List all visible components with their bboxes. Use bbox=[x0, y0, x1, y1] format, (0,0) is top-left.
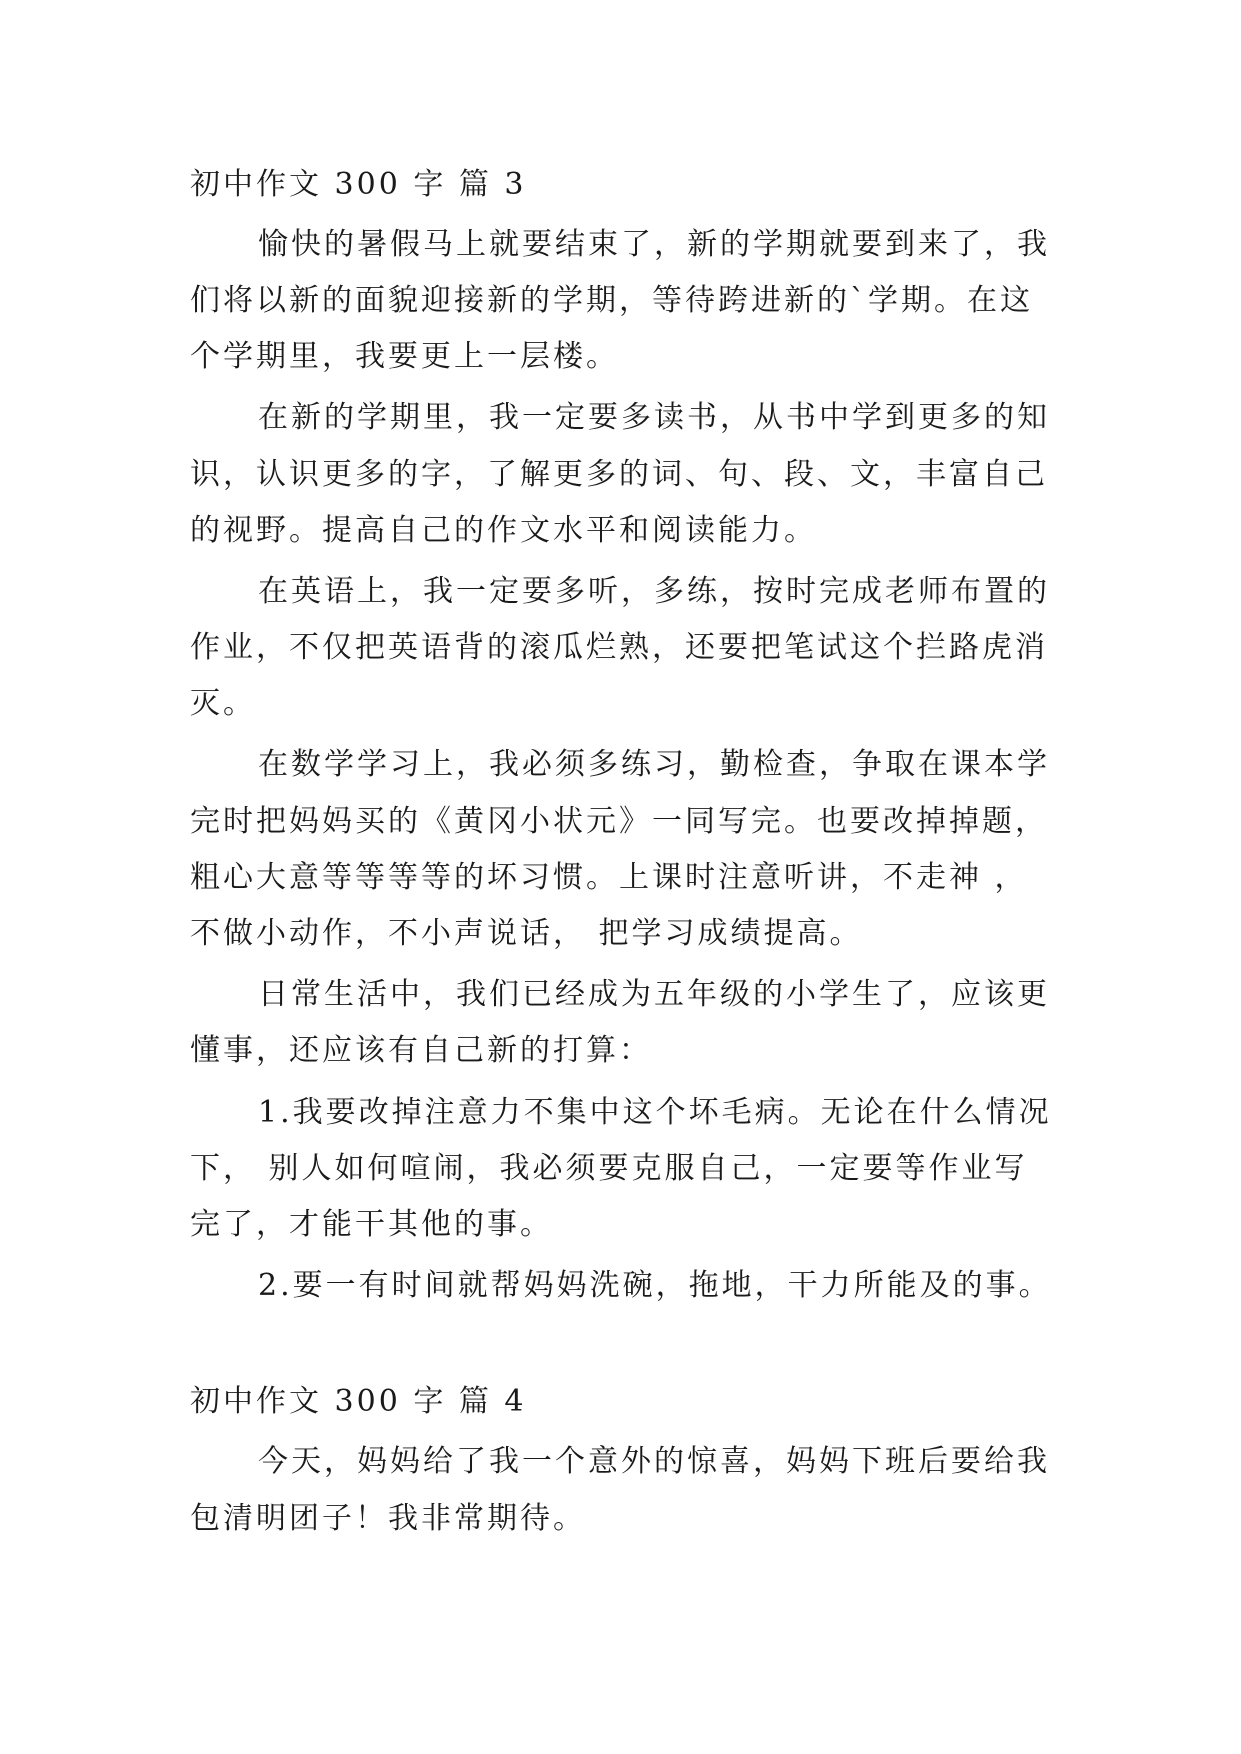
paragraph-line: 的视野。提高自己的作文水平和阅读能力。 bbox=[190, 513, 817, 548]
list-item-line: 1.我要改掉注意力不集中这个坏毛病。无论在什么情况 bbox=[258, 1095, 1052, 1130]
paragraph-line: 在新的学期里，我一定要多读书，从书中学到更多的知 bbox=[258, 400, 1050, 435]
section-heading: 初中作文 300 字 篇 4 bbox=[190, 1384, 527, 1419]
paragraph-line: 懂事，还应该有自己新的打算： bbox=[190, 1033, 652, 1068]
section-heading: 初中作文 300 字 篇 3 bbox=[190, 167, 527, 202]
paragraph-line: 不做小动作，不小声说话， 把学习成绩提高。 bbox=[190, 916, 863, 951]
paragraph-line: 今天，妈妈给了我一个意外的惊喜，妈妈下班后要给我 bbox=[258, 1444, 1050, 1479]
paragraph-line: 完时把妈妈买的《黄冈小状元》一同写完。也要改掉掉题， bbox=[190, 804, 1048, 839]
paragraph-line: 愉快的暑假马上就要结束了，新的学期就要到来了，我 bbox=[258, 227, 1050, 262]
paragraph-line: 包清明团子！我非常期待。 bbox=[190, 1501, 586, 1536]
list-item-line: 完了，才能干其他的事。 bbox=[190, 1207, 553, 1242]
paragraph-line: 在英语上，我一定要多听，多练，按时完成老师布置的 bbox=[258, 574, 1050, 609]
list-item-line: 下， 别人如何喧闹，我必须要克服自己，一定要等作业写 bbox=[190, 1151, 1028, 1186]
list-item-line: 2.要一有时间就帮妈妈洗碗，拖地，干力所能及的事。 bbox=[258, 1268, 1052, 1303]
paragraph-line: 粗心大意等等等等的坏习惯。上课时注意听讲，不走神 ， bbox=[190, 860, 1028, 895]
paragraph-line: 在数学学习上，我必须多练习，勤检查，争取在课本学 bbox=[258, 747, 1050, 782]
paragraph-line: 们将以新的面貌迎接新的学期，等待跨进新的`学期。在这 bbox=[190, 283, 1033, 318]
paragraph-line: 作业，不仅把英语背的滚瓜烂熟，还要把笔试这个拦路虎消 bbox=[190, 630, 1048, 665]
paragraph-line: 日常生活中，我们已经成为五年级的小学生了，应该更 bbox=[258, 977, 1050, 1012]
paragraph-line: 个学期里，我要更上一层楼。 bbox=[190, 339, 619, 374]
paragraph-line: 灭。 bbox=[190, 686, 256, 721]
paragraph-line: 识，认识更多的字，了解更多的词、句、段、文，丰富自己 bbox=[190, 457, 1048, 492]
